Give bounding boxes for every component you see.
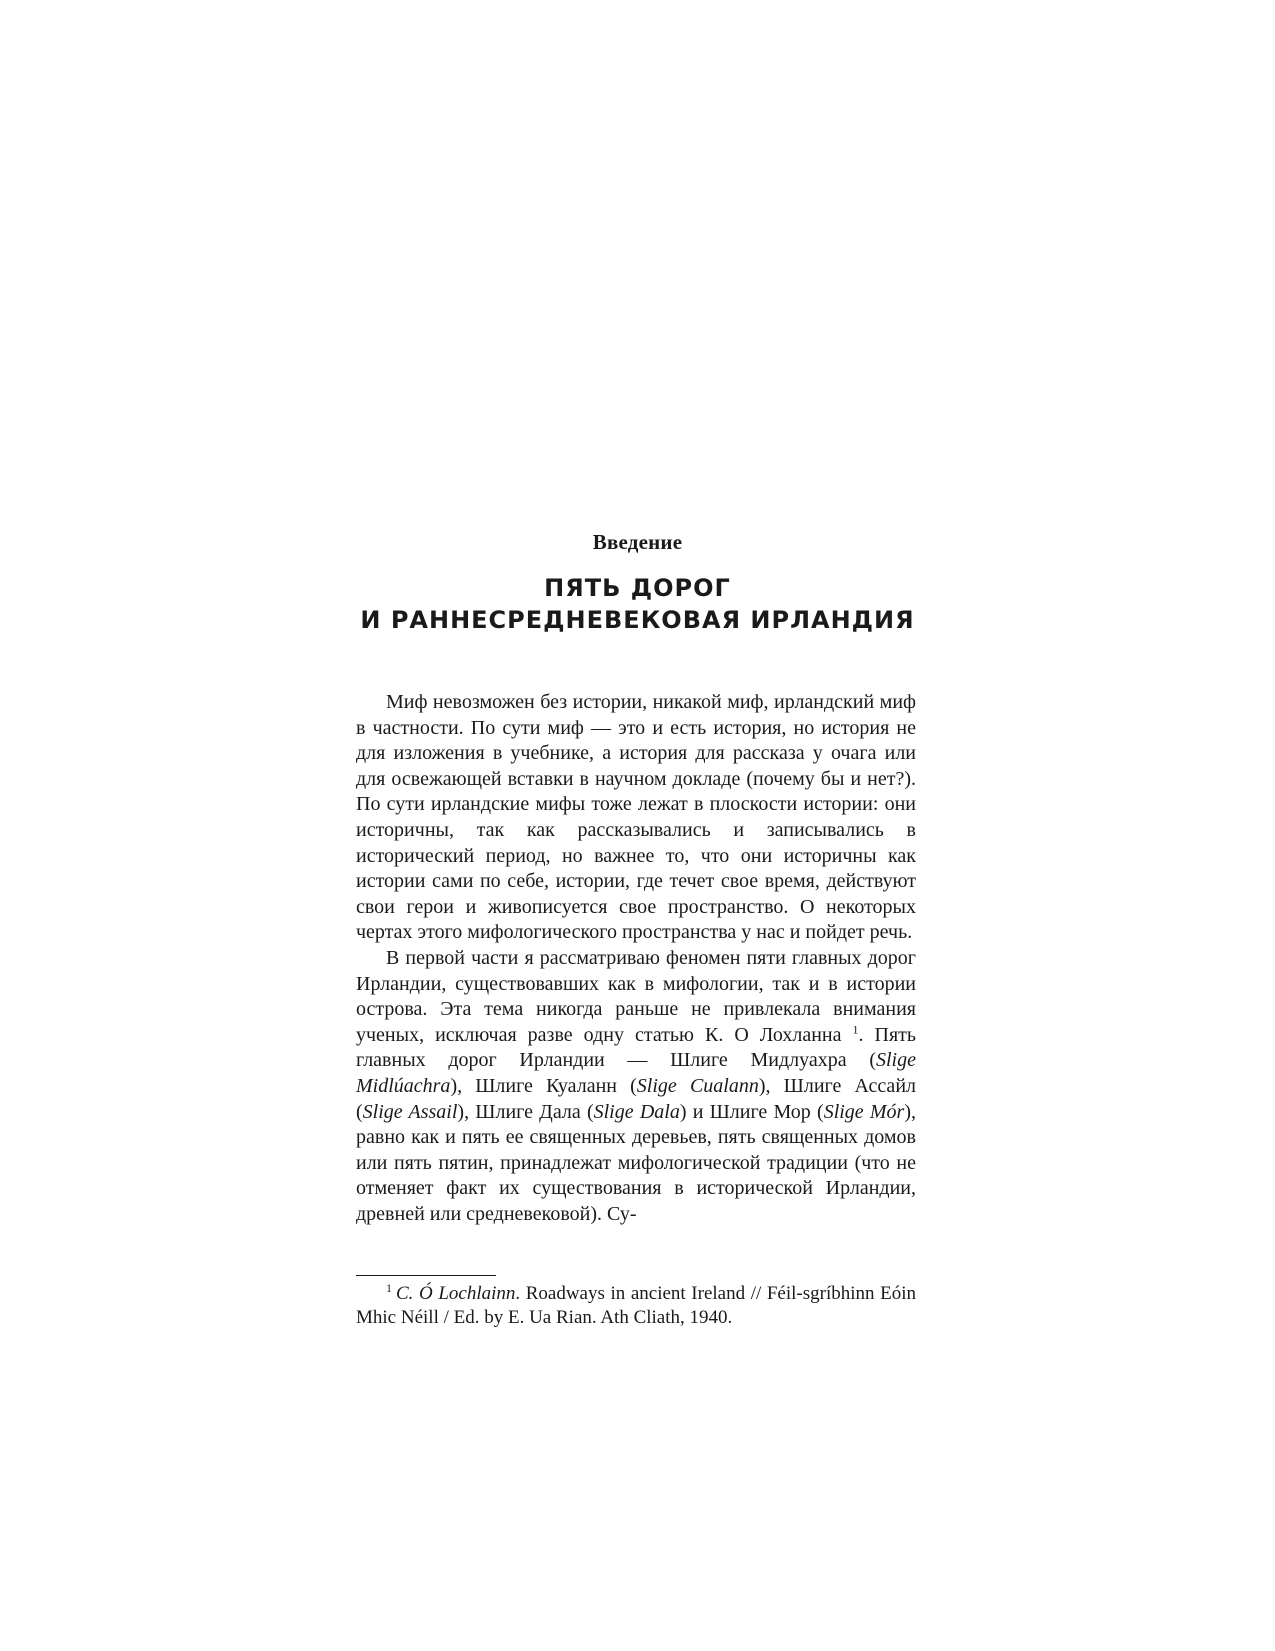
chapter-title-line-1: ПЯТЬ ДОРОГ (544, 574, 731, 602)
paragraph-2-text-6: ) и Шлиге Мор ( (679, 1100, 824, 1123)
chapter-label: Введение (592, 530, 683, 554)
body-text (356, 690, 916, 1227)
road-name-italic: Slige Mór (823, 1100, 905, 1123)
road-name-italic: Slige Dala (593, 1100, 680, 1123)
road-name-italic: Slige Cualann (636, 1074, 759, 1097)
footnote-text: . Roadways in ancient Ireland // Féil-sgríbhinn Eóin Mhic Néill / Ed. by E. Ua Rian. Ath Cliath, 1940. (356, 1283, 916, 1328)
chapter-title (0, 572, 1275, 636)
paragraph-1: Миф невозможен без истории, никакой миф, ирландский миф в частности. По сути миф — это и есть история, но история не для изложения в учебнике, а история для рассказа у очага или для освежающей вставки в научном докладе (почему бы и нет?). По сути ирландские мифы тоже лежат в плоскости истории: они историчны, так как рассказывались и записывались в исторический период, но важнее то, что они историчны как истории сами по себе, истории, где течет свое время, действуют свои герои и живописуется свое пространство. О некоторых чертах этого мифологического пространства у нас и пойдет речь. (356, 691, 916, 944)
footnote-mark: 1 (386, 1280, 392, 1295)
paragraph-2-text-2: . Пять главных дорог Ирландии — Шлиге Мидлуахра ( (356, 1023, 917, 1072)
footnote-reference[interactable]: 1 (852, 1022, 859, 1037)
paragraph-2-text-1: В первой части я рассматриваю феномен пяти главных дорог Ирландии, существовавших как в мифологии, так и в истории острова. Эта тема никогда раньше не привлекала внимания ученых, исключая разве одну статью К. О Лохланна (356, 946, 916, 1046)
paragraph-2-text-4: ), Шлиге Ассайл ( (356, 1074, 916, 1123)
paragraph-2 (356, 946, 916, 1228)
paragraph-2-text-7: ), равно как и пять ее священных деревьев, пять священных домов или пять пятин, принадлежат мифологической традиции (что не отменяет факт их существования в исторической Ирландии, древней или средневековой). Су- (356, 1100, 917, 1225)
footnote-divider (356, 1275, 496, 1276)
paragraph-2-text-5: ), Шлиге Дала ( (457, 1100, 594, 1123)
road-name-italic: Slige Midlúachra (356, 1049, 916, 1097)
footnote (356, 1282, 916, 1330)
chapter-title-line-2: И РАННЕСРЕДНЕВЕКОВАЯ ИРЛАНДИЯ (360, 606, 915, 634)
footnote-author: C. Ó Lochlainn (396, 1283, 516, 1304)
road-name-italic: Slige Assail (362, 1100, 458, 1123)
paragraph-2-text-3: ), Шлиге Куаланн ( (450, 1074, 637, 1097)
